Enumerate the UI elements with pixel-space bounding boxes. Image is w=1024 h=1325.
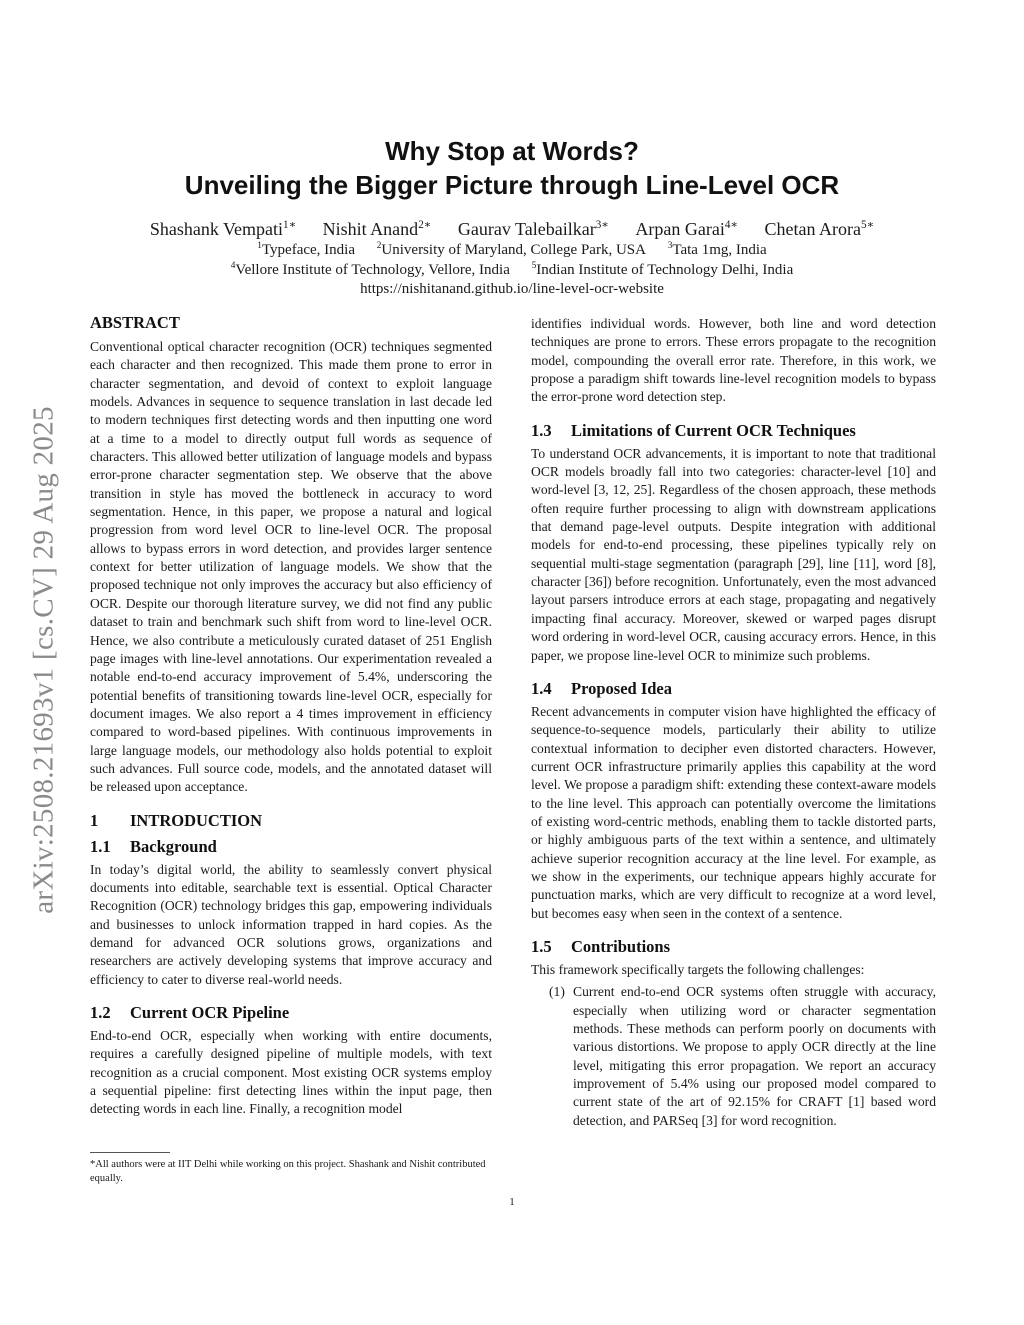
list-item-text: Current end-to-end OCR systems often struggle with accuracy, especially when utilizing word or character segmentation methods. These methods can perform poorly on documents with various distortions. We propose to apply OCR directly at the line level, mitigating this error propagation. We report an accuracy improvement of 5.4% using our proposed model compared to current state of the art of 92.15% for CRAFT [1] based word detection, and PARSeq [3] for word recognition. <box>573 984 936 1128</box>
author <box>765 219 875 239</box>
author-affiliation-mark: 1∗ <box>283 219 297 231</box>
abstract-heading: ABSTRACT <box>90 313 180 332</box>
pipeline-text-continued: identifies individual words. However, both line and word detection techniques are prone to errors. These errors propagate to the recognition model, compounding the overall error rate. Therefore, in this work, we propose a paradigm shift towards line-level recognition models to bypass the error-prone word detection step. <box>531 316 936 405</box>
author-affiliation-mark: 3∗ <box>595 219 609 231</box>
author-list <box>0 218 1024 240</box>
background-text: In today’s digital world, the ability to seamlessly convert physical documents into editable, searchable text is essential. Optical Character Recognition (OCR) technology bridges this gap, empowering individuals and businesses to unlock information trapped in hard copies. As the demand for advanced OCR solutions grows, organizations and researchers are actively developing systems that improve accuracy and efficiency to cater to diverse real-world needs. <box>90 861 492 987</box>
affiliation: $^2$University of Maryland, College Park, USA <box>376 241 646 258</box>
footnote-rule <box>90 1152 170 1153</box>
list-item <box>531 983 936 1130</box>
left-column <box>90 313 492 1119</box>
project-website-link[interactable]: https://nishitanand.github.io/line-level-ocr-website <box>360 281 664 297</box>
affiliation: $^5$Indian Institute of Technology Delhi, India <box>531 261 794 278</box>
page-number: 1 <box>509 1196 515 1208</box>
author <box>635 219 738 239</box>
affiliation: $^3$Tata 1mg, India <box>667 241 767 258</box>
contributions-list <box>531 983 936 1130</box>
author-name: Arpan Garai <box>635 219 725 239</box>
limitations-text: To understand OCR advancements, it is important to note that traditional OCR models broadly fall into two categories: character-level [10] and word-level [3, 12, 25]. Regardless of the chosen approach, these methods often require further processing to align with downstream applications that demand page-level outputs. Despite integration with additional models for end-to-end processing, these pipelines typically rely on sequential multi-stage segmentation (paragraph [29], line [11], word [8], character [36]) before recognition. Unfortunately, even the most advanced layout parsers introduce errors at each stage, propagating and negatively impacting final accuracy. Moreover, skewed or warped pages disrupt word ordering in word-level OCR, causing accuracy errors. Hence, in this paper, we propose line-level OCR to minimize such problems. <box>531 445 936 663</box>
abstract-text: Conventional optical character recognition (OCR) techniques segmented each character and then recognized. This made them prone to error in character segmentation, and devoid of context to exploit language models. Advances in sequence to sequence translation in last decade led to modern techniques first detecting words and then inputting one word at a time to a model to directly output full words as sequence of characters. This allowed better utilization of language models and bypass error-prone character segmentation step. We observe that the above transition in style has moved the bottleneck in accuracy to word segmentation. Hence, in this paper, we propose a natural and logical progression from word level OCR to line-level OCR. The proposal allows to bypass errors in word detection, and provides larger sentence context for better utilization of language models. We show that the proposed technique not only improves the accuracy but also efficiency of OCR. Despite our thorough literature survey, we did not find any public dataset to train and benchmark such shift from word to line-level OCR. Hence, we also contribute a meticulously curated dataset of 251 English page images with line-level annotations. Our experimentation revealed a notable end-to-end accuracy improvement of 5.4%, underscoring the potential benefits of transitioning towards line-level OCR, especially for document images. We also report a 4 times improvement in efficiency compared to word-based pipelines. With continuous improvements in large language models, our methodology also holds potential to exploit such advances. Full source code, models, and the annotated dataset will be released upon acceptance. <box>90 339 492 795</box>
footnote: *All authors were at IIT Delhi while working on this project. Shashank and Nishit contributed equally. <box>90 1159 486 1184</box>
author-affiliation-mark: 5∗ <box>860 219 875 231</box>
author-name: Gaurav Talebailkar <box>457 219 596 239</box>
affiliation: $^4$Vellore Institute of Technology, Vellore, India <box>230 261 510 278</box>
author-name: Chetan Arora <box>764 219 861 239</box>
arxiv-stamp: arXiv:2508.21693v1 [cs.CV] 29 Aug 2025 <box>27 406 60 914</box>
author <box>323 219 432 239</box>
author <box>458 219 609 239</box>
proposed-idea-text: Recent advancements in computer vision have highlighted the efficacy of sequence-to-sequence models, particularly their ability to utilize contextual information to decipher even distorted characters. However, current OCR infrastructure primarily applies this capability at the word level. We propose a paradigm shift: extending these context-aware models to the line level. This approach can potentially overcome the limitations of existing word-centric methods, enabling them to tackle distorted parts, or highly ambiguous parts of the text within a sentence, and ultimately achieve superior recognition accuracy at the line level. For example, as we show in the experiments, our technique appears highly accurate for punctuation marks, which are very difficult to recognize at a word level, but becomes easy when seen in the context of a sentence. <box>531 703 936 921</box>
affiliation: $^1$Typeface, India <box>257 241 355 258</box>
title-line-2: Unveiling the Bigger Picture through Line-Level OCR <box>184 170 840 200</box>
subsection-heading: 1.5 Contributions <box>531 936 671 956</box>
title-line-1: Why Stop at Words? <box>385 136 639 166</box>
author-affiliation-mark: 2∗ <box>418 219 432 231</box>
right-column <box>531 315 936 1130</box>
subsection-heading: 1.4 Proposed Idea <box>531 678 672 698</box>
author-name: Nishit Anand <box>322 219 419 239</box>
subsection-heading: 1.1 Background <box>90 836 217 856</box>
affiliations-line-1 <box>0 241 1024 259</box>
pipeline-text: End-to-end OCR, especially when working with entire documents, requires a carefully designed pipeline of multiple models, with text recognition as a crucial component. Most existing OCR systems employ a sequential pipeline: first detecting lines within the input page, then detecting words in each line. Finally, a recognition model <box>90 1028 492 1117</box>
list-item-label: (1) <box>549 984 565 1000</box>
subsection-heading: 1.2 Current OCR Pipeline <box>90 1003 290 1022</box>
author <box>150 219 296 239</box>
subsection-heading: 1.3 Limitations of Current OCR Techniques <box>531 420 856 440</box>
affiliations-line-2 <box>0 261 1024 279</box>
section-heading: 1 INTRODUCTION <box>90 810 263 830</box>
author-name: Shashank Vempati <box>149 219 283 239</box>
author-affiliation-mark: 4∗ <box>724 219 739 231</box>
contributions-intro: This framework specifically targets the following challenges: <box>531 961 865 977</box>
